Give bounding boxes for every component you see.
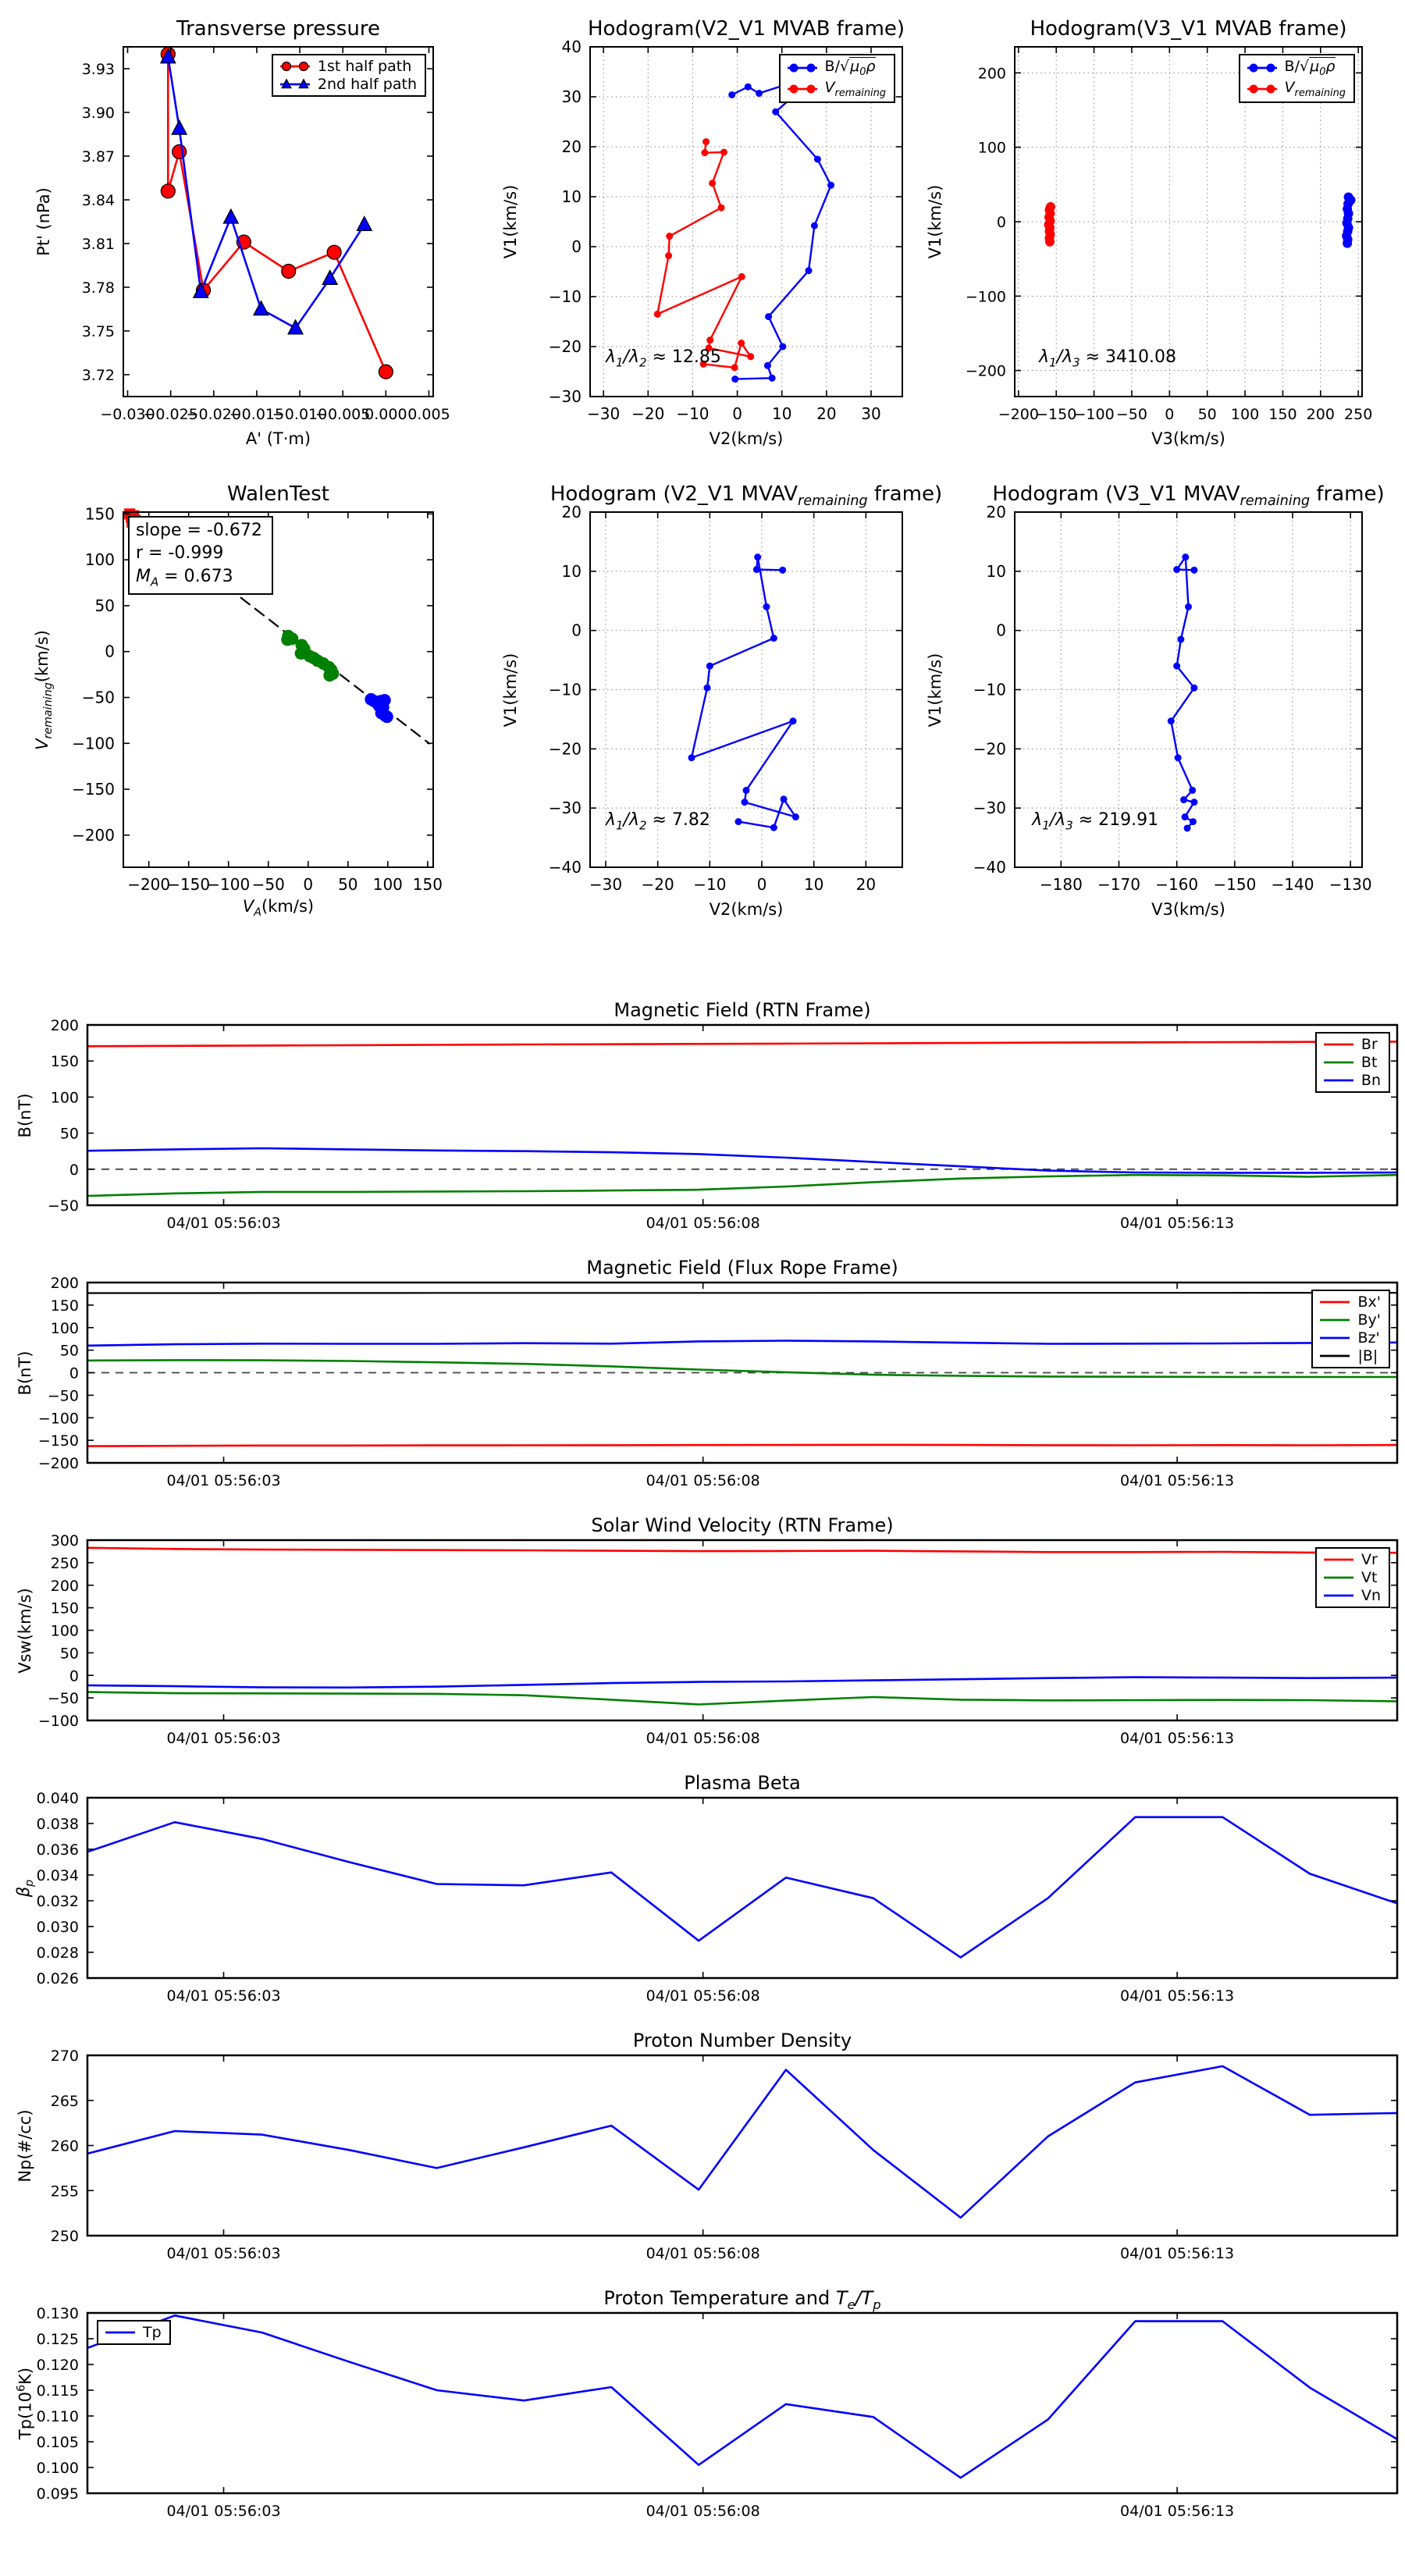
y-tick-label: 3.75	[81, 323, 115, 340]
panel-solar-wind-velocity	[16, 1514, 1397, 1747]
series-bx-	[87, 1445, 1397, 1446]
x-tick-label: 04/01 05:56:03	[166, 1215, 281, 1232]
x-tick-label: −10	[676, 404, 710, 423]
legend-label: By'	[1357, 1311, 1381, 1329]
y-tick-label: −100	[72, 734, 115, 753]
legend	[779, 54, 895, 103]
y-tick-label: 0.130	[36, 2305, 79, 2322]
x-tick-label: −0.025	[143, 406, 198, 423]
y-tick-label: 100	[977, 139, 1006, 157]
legend-swatch	[1321, 1571, 1356, 1585]
y-axis-label: Pt' (nPa)	[34, 187, 53, 256]
legend-label: Bx'	[1357, 1293, 1381, 1311]
x-tick-label: 04/01 05:56:13	[1120, 2503, 1235, 2520]
panel-title: Solar Wind Velocity (RTN Frame)	[591, 1514, 894, 1536]
x-tick-label: 50	[1197, 406, 1217, 423]
plot-canvas	[37, 1275, 1397, 1489]
y-tick-label: −50	[47, 1690, 79, 1708]
x-tick-label: −150	[1213, 875, 1257, 894]
y-tick-label: −20	[973, 739, 1006, 759]
x-tick-label: −100	[1073, 406, 1115, 423]
legend-item	[103, 2324, 162, 2341]
y-tick-label: 0.036	[36, 1841, 79, 1859]
panel-proton-density	[16, 2030, 1397, 2262]
stats-box: slope = -0.672 r = -0.999 $M_A = 0.673$	[128, 516, 273, 594]
x-tick-label: −50	[251, 875, 285, 894]
x-tick-label: 30	[861, 404, 881, 423]
y-tick-label: 0	[69, 1161, 79, 1179]
legend-label: Br	[1361, 1036, 1378, 1053]
y-tick-label: 0.032	[36, 1893, 79, 1910]
y-tick-label: 200	[50, 1017, 79, 1034]
annotation: $\lambda_1/\lambda_2 \approx 7.82$	[606, 810, 710, 833]
x-tick-label: −0.015	[229, 406, 285, 423]
y-tick-label: 250	[50, 2228, 79, 2245]
panel-hodogram-v3v1-mvav	[926, 482, 1385, 919]
legend-swatch	[278, 77, 312, 91]
panel-title: Proton Number Density	[632, 2030, 852, 2051]
y-axis-label: Vsw(km/s)	[16, 1587, 34, 1674]
legend-item	[1318, 1293, 1381, 1311]
y-axis-label: $\beta_p$	[13, 1879, 37, 1897]
legend-label: 2nd half path	[317, 76, 417, 93]
y-tick-label: 3.72	[81, 367, 115, 384]
x-tick-label: −160	[1155, 875, 1199, 894]
y-tick-label: 0.100	[36, 2460, 79, 2477]
y-tick-label: 0	[571, 237, 582, 256]
legend-item	[1245, 58, 1346, 78]
legend-swatch	[103, 2325, 137, 2339]
plot-canvas	[50, 2048, 1397, 2262]
x-tick-label: −30	[587, 404, 621, 423]
panel-walen-test	[32, 482, 443, 919]
legend-swatch	[785, 82, 820, 96]
panel-proton-temperature	[15, 2287, 1397, 2520]
x-tick-label: 100	[1230, 406, 1260, 423]
legend-item	[1321, 1569, 1381, 1586]
panel-title: Transverse pressure	[176, 17, 380, 41]
x-tick-label: −0.030	[100, 406, 155, 423]
y-tick-label: −10	[548, 680, 582, 699]
legend-item	[1318, 1311, 1381, 1329]
legend-label: |B|	[1357, 1347, 1378, 1364]
legend	[1315, 1547, 1390, 1608]
x-tick-label: 0	[303, 875, 314, 894]
legend-label: Tp	[143, 2324, 162, 2341]
x-tick-label: −20	[641, 875, 674, 894]
y-tick-label: 20	[561, 503, 582, 521]
y-tick-label: 0	[69, 1364, 79, 1382]
y-tick-label: 30	[561, 87, 582, 106]
panel-hodogram-v2v1-mvav	[501, 482, 943, 919]
legend	[1311, 1290, 1390, 1368]
y-tick-label: −200	[72, 825, 115, 845]
y-tick-label: 50	[94, 596, 115, 615]
y-tick-label: 255	[50, 2183, 79, 2201]
annotation: $\lambda_1/\lambda_3 \approx 3410.08$	[1039, 347, 1177, 370]
x-tick-label: −200	[998, 406, 1039, 423]
y-tick-label: 0.125	[36, 2331, 79, 2348]
y-tick-label: −100	[37, 1713, 79, 1730]
x-tick-label: 04/01 05:56:08	[646, 1472, 760, 1489]
y-tick-label: −50	[47, 1387, 79, 1405]
x-tick-label: −150	[1036, 406, 1077, 423]
y-tick-label: 20	[986, 503, 1006, 521]
y-tick-label: −50	[81, 688, 115, 707]
y-tick-label: 40	[561, 37, 582, 56]
panel-transverse-pressure	[34, 17, 450, 448]
legend-item	[278, 58, 417, 75]
y-tick-label: 0.110	[36, 2408, 79, 2425]
legend-swatch	[1318, 1295, 1352, 1309]
y-tick-label: 150	[84, 504, 115, 524]
legend-item	[1321, 1551, 1381, 1568]
x-tick-label: −0.020	[186, 406, 241, 423]
y-axis-label: V1(km/s)	[926, 653, 944, 727]
y-tick-label: 20	[561, 137, 582, 156]
legend-swatch	[1321, 1589, 1356, 1603]
x-tick-label: 10	[771, 404, 792, 423]
y-tick-label: 0.120	[36, 2357, 79, 2374]
y-tick-label: 300	[50, 1532, 79, 1550]
y-tick-label: 0	[69, 1667, 79, 1685]
x-tick-label: 04/01 05:56:08	[646, 1730, 760, 1747]
x-tick-label: 20	[816, 404, 837, 423]
legend-swatch	[1321, 1055, 1356, 1069]
y-tick-label: −100	[965, 288, 1006, 306]
y-tick-label: −20	[548, 739, 582, 759]
y-tick-label: 100	[50, 1622, 79, 1640]
panel-title: Hodogram(V2_V1 MVAB frame)	[587, 17, 905, 41]
y-tick-label: 200	[50, 1275, 79, 1292]
x-tick-label: 04/01 05:56:03	[166, 2503, 281, 2520]
y-tick-label: −50	[47, 1197, 79, 1215]
y-tick-label: −30	[548, 387, 582, 406]
x-tick-label: 04/01 05:56:03	[166, 1472, 281, 1489]
y-axis-label: $Tp(10^6K)$	[15, 2367, 35, 2439]
x-tick-label: 20	[855, 875, 877, 894]
x-tick-label: −30	[589, 875, 623, 894]
legend-item	[1321, 1036, 1381, 1053]
y-tick-label: −30	[548, 799, 582, 818]
y-tick-label: 0.034	[36, 1867, 79, 1884]
legend-label: $B/√\mu_0\rho$	[1284, 58, 1336, 78]
panel-hodogram-v2v1-mvab	[501, 17, 905, 448]
x-axis-label: V2(km/s)	[709, 900, 784, 919]
x-tick-label: 04/01 05:56:03	[166, 1987, 281, 2005]
legend-swatch	[1318, 1331, 1352, 1345]
legend-swatch	[1318, 1313, 1352, 1327]
y-tick-label: −40	[548, 858, 582, 877]
plot-canvas	[47, 1017, 1397, 1232]
y-tick-label: 250	[50, 1554, 79, 1572]
y-tick-label: 10	[561, 561, 582, 581]
y-tick-label: 0.028	[36, 1944, 79, 1962]
panel-title: Magnetic Field (RTN Frame)	[614, 999, 871, 1021]
legend-swatch	[1321, 1553, 1356, 1567]
x-tick-label: 50	[338, 875, 358, 894]
x-tick-label: 04/01 05:56:03	[166, 1730, 281, 1747]
legend-swatch	[1245, 61, 1279, 75]
y-tick-label: 200	[50, 1577, 79, 1595]
y-tick-label: 0.026	[36, 1970, 79, 1987]
y-tick-label: 10	[561, 187, 582, 206]
y-tick-label: 270	[50, 2048, 79, 2065]
legend-label: $V_{remaining}$	[1284, 78, 1346, 99]
x-tick-label: 0	[756, 875, 767, 894]
y-tick-label: 3.87	[81, 148, 115, 165]
legend-swatch	[1318, 1349, 1352, 1363]
legend	[1315, 1032, 1390, 1093]
plot-canvas	[36, 2305, 1397, 2520]
annotation: $\lambda_1/\lambda_2 \approx 12.85$	[606, 347, 721, 370]
plot-canvas	[36, 1790, 1397, 2005]
legend-label: Vt	[1361, 1569, 1378, 1586]
y-tick-label: 0.105	[36, 2434, 79, 2451]
legend-item	[785, 79, 886, 99]
y-tick-label: 100	[50, 1319, 79, 1337]
panel-title: Hodogram (V3_V1 $MVAV_{remaining}$ frame)	[992, 482, 1385, 510]
legend-item	[1321, 1054, 1381, 1071]
x-axis-label: V2(km/s)	[709, 429, 784, 448]
y-tick-label: 50	[59, 1125, 79, 1143]
panel-hodogram-v3v1-mvab	[926, 17, 1373, 448]
y-tick-label: −40	[973, 858, 1006, 877]
y-tick-label: 0.038	[36, 1816, 79, 1833]
panel-title: WalenTest	[227, 482, 329, 506]
legend-label: $V_{remaining}$	[824, 78, 886, 99]
legend	[272, 54, 426, 97]
legend-item	[785, 58, 886, 78]
legend-item	[1318, 1329, 1381, 1347]
legend-label: $B/√\mu_0\rho$	[824, 58, 876, 78]
x-axis-label: V3(km/s)	[1151, 429, 1225, 448]
y-tick-label: 0	[996, 214, 1006, 231]
y-axis-label: $V_{remaining}(km/s)$	[32, 629, 55, 750]
y-tick-label: −200	[37, 1455, 79, 1472]
y-axis-label: V1(km/s)	[926, 184, 944, 259]
y-tick-label: 150	[50, 1599, 79, 1617]
legend-label: 1st half path	[317, 58, 412, 75]
y-tick-label: 3.78	[81, 279, 115, 297]
y-tick-label: 100	[50, 1089, 79, 1107]
x-tick-label: 04/01 05:56:08	[646, 2245, 760, 2262]
y-tick-label: −10	[973, 680, 1006, 699]
x-tick-label: 0.000	[365, 406, 407, 423]
legend-item	[1245, 79, 1346, 99]
x-tick-label: −0.005	[315, 406, 371, 423]
y-tick-label: 10	[986, 561, 1006, 581]
y-tick-label: 3.93	[81, 61, 115, 78]
plot-canvas	[81, 47, 450, 423]
x-tick-label: 04/01 05:56:08	[646, 2503, 760, 2520]
x-tick-label: −10	[693, 875, 727, 894]
y-axis-label: B(nT)	[16, 1350, 34, 1395]
x-tick-label: 04/01 05:56:13	[1120, 1730, 1235, 1747]
panel-plasma-beta	[13, 1772, 1397, 2005]
x-tick-label: 04/01 05:56:13	[1120, 2245, 1235, 2262]
panel-mag-field-rtn	[16, 999, 1397, 1232]
legend-item	[1321, 1072, 1381, 1089]
y-tick-label: 260	[50, 2137, 79, 2155]
y-tick-label: 3.81	[81, 236, 115, 253]
y-tick-label: −30	[973, 799, 1006, 818]
y-tick-label: 200	[977, 65, 1006, 83]
x-tick-label: 04/01 05:56:08	[646, 1987, 760, 2005]
y-axis-label: V1(km/s)	[501, 184, 520, 259]
x-tick-label: −100	[207, 875, 251, 894]
legend-item	[1318, 1347, 1381, 1364]
panel-title: Hodogram (V2_V1 $MVAV_{remaining}$ frame)	[550, 482, 943, 510]
x-tick-label: −50	[1115, 406, 1148, 423]
x-tick-label: 0	[732, 404, 742, 423]
x-tick-label: 250	[1344, 406, 1373, 423]
legend	[1239, 54, 1355, 103]
x-tick-label: 04/01 05:56:03	[166, 2245, 281, 2262]
x-tick-label: 04/01 05:56:13	[1120, 1215, 1235, 1232]
legend	[97, 2320, 171, 2345]
legend-label: Vr	[1361, 1551, 1378, 1568]
y-tick-label: 150	[50, 1297, 79, 1315]
legend-swatch	[1321, 1037, 1356, 1051]
x-tick-label: 04/01 05:56:13	[1120, 1472, 1235, 1489]
x-tick-label: 200	[1306, 406, 1335, 423]
x-tick-label: −170	[1097, 875, 1140, 894]
y-tick-label: 150	[50, 1053, 79, 1071]
y-tick-label: −100	[37, 1410, 79, 1428]
legend-swatch	[278, 59, 312, 73]
x-tick-label: −130	[1329, 875, 1372, 894]
annotation: $\lambda_1/\lambda_3 \approx 219.91$	[1032, 810, 1159, 833]
legend-swatch	[785, 61, 820, 75]
legend-item	[278, 76, 417, 93]
x-tick-label: −150	[167, 875, 211, 894]
x-tick-label: −200	[127, 875, 171, 894]
legend-swatch	[1245, 82, 1279, 96]
x-tick-label: −0.010	[272, 406, 328, 423]
x-tick-label: −140	[1271, 875, 1314, 894]
y-tick-label: 0.095	[36, 2485, 79, 2503]
x-tick-label: 04/01 05:56:13	[1120, 1987, 1235, 2005]
panel-title: Hodogram(V3_V1 MVAB frame)	[1030, 17, 1347, 41]
x-axis-label: V3(km/s)	[1151, 900, 1225, 919]
legend-label: Bn	[1361, 1072, 1381, 1089]
y-tick-label: 3.84	[81, 192, 115, 209]
y-tick-label: −150	[37, 1432, 79, 1450]
y-tick-label: 50	[59, 1645, 79, 1663]
x-axis-label: A' (T·m)	[245, 429, 311, 448]
y-tick-label: 3.90	[81, 105, 115, 122]
y-tick-label: 100	[84, 550, 115, 570]
x-tick-label: −20	[631, 404, 665, 423]
legend-label: Bz'	[1357, 1329, 1380, 1347]
y-tick-label: 0	[105, 642, 115, 661]
y-tick-label: 0.040	[36, 1790, 79, 1807]
panel-title: Plasma Beta	[684, 1772, 801, 1794]
x-tick-label: −180	[1039, 875, 1083, 894]
legend-label: Bt	[1361, 1054, 1378, 1071]
y-axis-label: V1(km/s)	[501, 653, 520, 727]
x-axis-label: $V_A(km/s)$	[242, 896, 315, 919]
y-tick-label: −150	[72, 780, 115, 799]
x-tick-label: 04/01 05:56:08	[646, 1215, 760, 1232]
x-tick-label: 0	[1165, 406, 1175, 423]
y-axis-label: B(nT)	[16, 1093, 34, 1137]
legend-item	[1321, 1587, 1381, 1604]
y-tick-label: 0	[571, 621, 582, 640]
x-tick-label: 150	[412, 875, 443, 894]
legend-swatch	[1321, 1073, 1356, 1087]
y-tick-label: −20	[548, 337, 582, 356]
panel-title: Magnetic Field (Flux Rope Frame)	[586, 1257, 898, 1279]
y-tick-label: 50	[59, 1342, 79, 1360]
x-tick-label: 100	[372, 875, 403, 894]
y-tick-label: 0.115	[36, 2382, 79, 2400]
y-axis-label: Np(#/cc)	[16, 2108, 34, 2183]
x-tick-label: 0.005	[407, 406, 450, 423]
y-tick-label: 265	[50, 2092, 79, 2110]
panel-title: Proton Temperature and $T_e/T_p$	[603, 2287, 881, 2312]
y-tick-label: −200	[965, 362, 1006, 380]
y-tick-label: −10	[548, 287, 582, 306]
y-tick-label: 0.030	[36, 1919, 79, 1936]
x-tick-label: 10	[803, 875, 824, 894]
panel-mag-field-flux-rope	[16, 1257, 1397, 1489]
y-tick-label: 0	[996, 621, 1006, 640]
plot-canvas	[37, 1532, 1397, 1747]
x-tick-label: 150	[1268, 406, 1297, 423]
legend-label: Vn	[1361, 1587, 1381, 1604]
